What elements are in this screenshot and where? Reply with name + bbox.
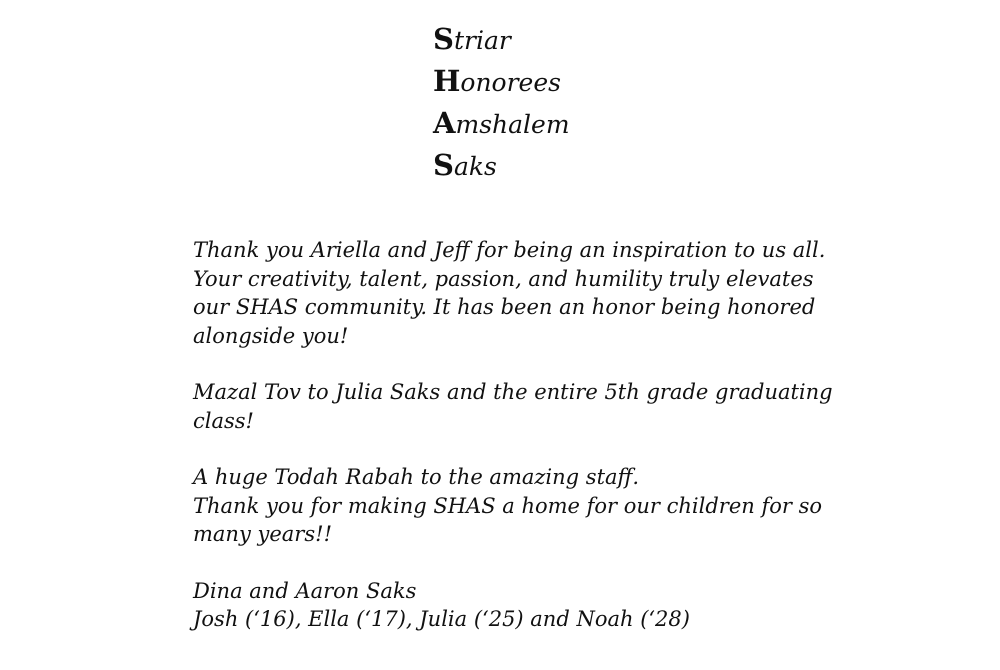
signature-children: Josh (‘16), Ella (‘17), Julia (‘25) and Noah (‘28) [193,607,690,631]
signature-block [193,577,833,634]
mazal-tov-paragraph [193,378,833,435]
text-line: Mazal Tov to Julia Saks and the entire 5th grade graduating [193,380,833,404]
text-line: Your creativity, talent, passion, and humility truly elevates [193,266,814,291]
acrostic-line [433,60,570,102]
acrostic-line [433,144,570,186]
text-line: alongside you! [193,323,349,348]
acrostic-word: mshalem [455,110,570,139]
acrostic-initial: H [433,64,461,98]
text-line: A huge Todah Rabah to the amazing staff. [193,465,640,489]
acrostic-line [433,102,570,144]
acrostic-line [433,18,570,60]
acrostic-initial: S [433,148,454,182]
acrostic-word: aks [453,152,497,181]
text-line: Thank you Ariella and Jeff for being an inspiration to us all. [193,238,826,262]
acrostic-word: triar [453,26,511,55]
acrostic-initial: A [433,106,456,140]
message-body [193,236,833,634]
acrostic-initial: S [433,22,454,56]
text-line: our SHAS community. It has been an honor being honored [193,295,816,319]
acrostic-heading [433,18,570,186]
text-line: Thank you for making SHAS a home for our children for so [193,493,823,518]
text-line: class! [193,408,254,433]
staff-thanks-paragraph [193,463,833,549]
signature-names: Dina and Aaron Saks [193,578,417,603]
text-line: many years!! [193,522,333,546]
acrostic-word: onorees [460,68,561,97]
thank-you-paragraph [193,236,833,350]
